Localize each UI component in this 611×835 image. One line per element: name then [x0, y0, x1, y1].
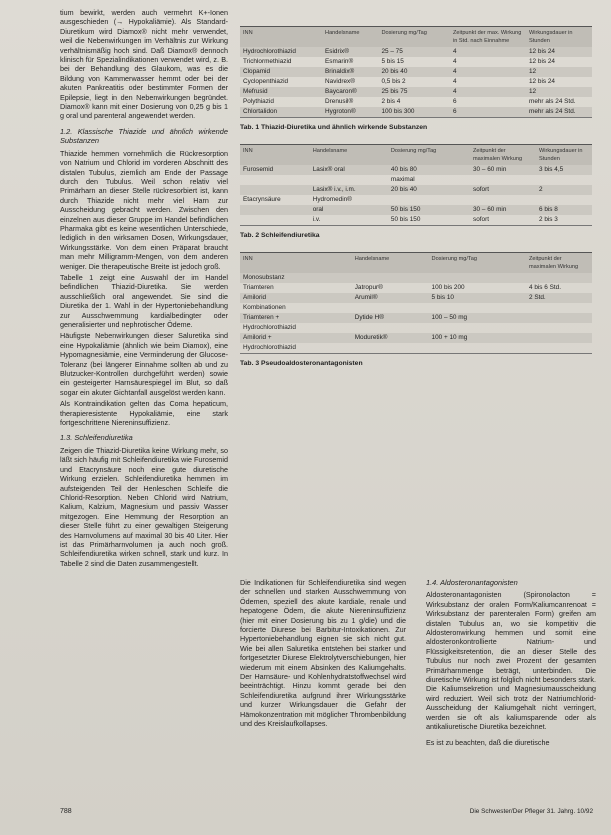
- table-row: [240, 283, 592, 293]
- table-row: [240, 165, 592, 175]
- paragraph: Thiazide hemmen vornehmlich die Rückresorption von Natrium und Chlorid im vorderen Abschnitt des distalen Tubulus, ziemlich am Ende der Passage durch den Tubulus. Weil schon relativ viel Primärharn an dieser Stelle rückresorbiert ist, kann durch Thiazide nicht mehr viel Harn zur Ausscheidung gebracht werden. Zwischen den einzelnen aus dieser Gruppe im Handel befindlichen Pharmaka gibt es keine wesentlichen Unterschiede, lediglich in den wirksamen Dosen, Wirkungsdauer, Wirkungsstärke. Von dem einen Präparat braucht man mehr Milligramm-Mengen, von dem anderen weniger. Die therapeutische Breite ist jedoch groß.: [60, 148, 228, 271]
- table-cell: oral: [312, 206, 324, 213]
- table-cell: [526, 273, 592, 283]
- paragraph: Zeigen die Thiazid-Diuretika keine Wirkung mehr, so läßt sich häufig mit Schleifendiuretika wie Furosemid und Etacrynsäure noch eine gute diuretische Wirkung erzielen. Schleifendiuretika hemmen im aufsteigenden Teil der Henleschen Schleife die Chlorid-Resorption. Neben Chlorid wird Natrium, Kalium, Kalzium, Magnesium und passiv Wasser mitgezogen. Eine Hemmung der Resorption an dieser Stelle führt zu einer gewaltigen Steigerung des Harnvolumens auf maximal 30 bis 40 Liter. Hier ist das Primärharnvolumen ja auch noch groß. Schleifendiuretika wirken schnell, stark und kurz. In Tabelle 2 sind die Daten zusammengestellt.: [60, 445, 228, 568]
- table-row: [240, 57, 592, 67]
- table-header: Handelsname: [354, 256, 390, 262]
- section-heading-thiazide: 1.2. Klassische Thiazide und ähnlich wirkende Substanzen: [60, 126, 228, 146]
- table-cell: Baycaron®: [325, 88, 357, 95]
- table-cell: Esmarin®: [325, 58, 354, 65]
- table-cell: 4 bis 6 Std.: [529, 284, 561, 291]
- table-cell: sofort: [473, 186, 489, 193]
- table-cell: [240, 205, 310, 215]
- table-cell: [429, 343, 526, 354]
- table-cell: 100 + 10 mg: [431, 334, 468, 341]
- table-cell: 2 bis 3: [539, 216, 558, 223]
- table-cell: Hydrochlorothiazid: [243, 344, 296, 351]
- table-cell: [526, 303, 592, 313]
- table-cell: Lasix® i.v., i.m.: [312, 186, 356, 193]
- table-cell: Esidrix®: [325, 48, 349, 55]
- table-cell: Hygroton®: [325, 108, 356, 115]
- table-cell: Triamteren +: [243, 314, 280, 321]
- table-cell: [240, 175, 310, 185]
- table-cell: 5 bis 10: [431, 294, 454, 301]
- table-cell: 12 bis 24: [529, 58, 555, 65]
- table-header: INN: [243, 256, 253, 262]
- page-number: 788: [60, 808, 72, 815]
- table-cell: Furosemid: [243, 166, 274, 173]
- table-cell: mehr als 24 Std.: [529, 98, 576, 105]
- table-cell: 6: [453, 108, 457, 115]
- intro-paragraph: tium bewirkt, werden auch vermehrt K+-Ionen ausgeschieden (→ Hypokaliämie). Als Standard-Diuretikum wird Diamox® nicht mehr verwendet, weil die Nebenwirkungen im Verhältnis zur Wirkung verhältnismäßig hoch sind. Daß Diamox® dennoch klinisch für Spezialindikationen verwendet wird, z. B. bei der Behandlung des Glaukom, was es die Bildung von Kammerwasser hemmt oder bei der akuten Pankreatitis oder bestimmter Formen der Epilepsie, liegt in den Nebenwirkungen begründet. Diamox® kann mit einer Dosierung von 0,25 g bis 1 g oral und parenteral angewendet werden.: [60, 8, 228, 121]
- table-cell: [536, 175, 592, 185]
- table-cell: [429, 323, 526, 333]
- table-3-caption: Tab. 3 Pseudoaldosteronantagonisten: [240, 360, 363, 367]
- paragraph: Häufigste Nebenwirkungen dieser Saluretika sind eine Hypokaliämie (ähnlich wie beim Diamox), eine Hypomagnesiämie, eine Verminderung der Glucose-Toleranz (bei längerer Einnahme sollten ab und zu Blutzucker-Kontrollen durchgeführt werden) sowie ein gesteigerter Harnsäurespiegel im Blut, so daß sogar ein akuter Gichtanfall ausgelöst werden kann.: [60, 331, 228, 397]
- paragraph: Aldosteronantagonisten (Spironolacton = Wirksubstanz der oralen Form/Kaliumcanrenoat = Wirksubstanz der parenteralen Form) greifen am distalen Tubulus an, wo sie kompetitiv die Aldosteronwirkung hemmen und somit eine aldosteronkontrollierte Natrium- und Flüssigkeitsretention, die an dieser Stelle des Tubulus nur noch zwei Prozent der gesamten Primärharnmenge beträgt, unterbinden. Die diuretische Wirkung ist folglich nicht besonders stark. Die Kaliumsekretion und Magnesiumausscheidung wird reduziert. Weil sich trotz der Natriumchlorid-Ausscheidung der Kaliumgehalt nicht verringert, werden sie oft als kaliumsparende oder als antikaliuretische Diuretika bezeichnet.: [426, 590, 596, 732]
- table-cell: Cyclopenthiazid: [243, 78, 289, 85]
- table-row: [240, 323, 592, 333]
- table-row: [240, 215, 592, 226]
- table-cell: 2 Std.: [529, 294, 546, 301]
- table-row: [240, 313, 592, 323]
- table-cell: Amilorid +: [243, 334, 272, 341]
- table-row: [240, 303, 592, 313]
- table-cell: 100 – 50 mg: [431, 314, 468, 321]
- table-cell: 2 bis 4: [381, 98, 401, 105]
- table-2: [240, 144, 592, 226]
- table-cell: 40 bis 80: [390, 166, 417, 173]
- table-cell: 20 bis 40: [381, 68, 408, 75]
- table-cell: [536, 195, 592, 205]
- table-header: INN: [243, 148, 253, 154]
- table-header: Wirkungsdauer in Stunden: [529, 30, 573, 44]
- table-cell: 50 bis 150: [390, 216, 421, 223]
- section-heading-loop-diuretics: 1.3. Schleifendiuretika: [60, 433, 133, 443]
- table-cell: mehr als 24 Std.: [529, 108, 576, 115]
- table-header: Handelsname: [312, 148, 348, 154]
- table-cell: [352, 303, 429, 313]
- table-row: [240, 273, 592, 283]
- table-cell: 4: [453, 68, 457, 75]
- table-cell: Dytide H®: [354, 314, 384, 321]
- table-cell: 100 bis 300: [381, 108, 415, 115]
- table-cell: Lasix® oral: [312, 166, 345, 173]
- table-cell: Mefrusid: [243, 88, 268, 95]
- table-cell: [429, 303, 526, 313]
- table-cell: Chlortalidon: [243, 108, 278, 115]
- table-cell: [352, 273, 429, 283]
- table-cell: sofort: [473, 216, 489, 223]
- table-cell: 2: [539, 186, 543, 193]
- table-row: [240, 67, 592, 77]
- table-cell: 12: [529, 88, 537, 95]
- table-2-caption: Tab. 2 Schleifendiuretika: [240, 232, 320, 239]
- table-header: Dosierung mg/Tag: [381, 30, 427, 36]
- table-row: [240, 107, 592, 118]
- table-cell: [526, 313, 592, 323]
- table-cell: [526, 323, 592, 333]
- table-cell: 4: [453, 48, 457, 55]
- table-cell: Kombinationen: [243, 304, 286, 311]
- table-cell: Hydromedin®: [312, 196, 352, 203]
- table-cell: Moduretik®: [354, 334, 388, 341]
- table-1: [240, 26, 592, 118]
- table-header: INN: [243, 30, 253, 36]
- table-row: [240, 185, 592, 195]
- left-text-column: [60, 8, 228, 798]
- table-cell: 100 bis 200: [431, 284, 465, 291]
- table-row: [240, 293, 592, 303]
- table-cell: Hydrochlorothiazid: [243, 324, 296, 331]
- table-cell: Navidrex®: [325, 78, 355, 85]
- right-text-column: [426, 578, 596, 749]
- table-cell: Etacrynsäure: [243, 196, 281, 203]
- table-cell: [352, 343, 429, 354]
- table-header: Dosierung mg/Tag: [390, 148, 437, 154]
- table-cell: 20 bis 40: [390, 186, 417, 193]
- table-row: [240, 205, 592, 215]
- table-cell: i.v.: [312, 216, 321, 223]
- table-header: Handelsname: [325, 30, 360, 36]
- table-row: [240, 87, 592, 97]
- paragraph: Es ist zu beachten, daß die diuretische: [426, 737, 550, 747]
- table-cell: 25 – 75: [381, 48, 403, 55]
- table-cell: Monosubstanz: [243, 274, 285, 281]
- table-3: [240, 252, 592, 354]
- section-heading-aldosterone: 1.4. Aldosteronantagonisten: [426, 578, 518, 587]
- table-cell: [388, 195, 470, 205]
- paragraph: Tabelle 1 zeigt eine Auswahl der im Handel befindlichen Thiazid-Diuretika. Sie werden ausschließlich oral angewendet. Sie sind die Diuretika der 1. Wahl in der Hypertoniebehandlung zur Ausschwemmung kardialbedingter oder generalisierter und nephrotischer Ödeme.: [60, 272, 228, 329]
- table-cell: Arumil®: [354, 294, 378, 301]
- table-cell: [429, 273, 526, 283]
- table-cell: 5 bis 15: [381, 58, 404, 65]
- table-cell: Hydrochlorothiazid: [243, 48, 296, 55]
- table-cell: [526, 343, 592, 354]
- table-1-caption: Tab. 1 Thiazid-Diuretika und ähnlich wirkende Substanzen: [240, 124, 428, 131]
- table-cell: Amilorid: [243, 294, 267, 301]
- table-cell: [240, 185, 310, 195]
- table-cell: [470, 175, 536, 185]
- table-cell: [470, 195, 536, 205]
- table-cell: 3 bis 4,5: [539, 166, 564, 173]
- table-row: [240, 77, 592, 87]
- table-cell: [310, 175, 388, 185]
- paragraph: Als Kontraindikation gelten das Coma hepaticum, therapieresistente Hypokaliämie, eine stark fortgeschrittene Niereninsuffizienz.: [60, 399, 228, 428]
- table-cell: Jatropur®: [354, 284, 383, 291]
- tables-area: [240, 26, 592, 380]
- table-cell: 50 bis 150: [390, 206, 421, 213]
- table-cell: Polythiazid: [243, 98, 274, 105]
- table-row: [240, 97, 592, 107]
- table-cell: 6: [453, 98, 457, 105]
- table-cell: maximal: [390, 176, 415, 183]
- table-cell: 12 bis 24: [529, 78, 555, 85]
- table-cell: Brinaldix®: [325, 68, 355, 75]
- table-row: [240, 47, 592, 57]
- table-header: Zeitpunkt der max. Wirkung in Std. nach Einnahme: [453, 30, 522, 44]
- table-row: [240, 343, 592, 354]
- table-cell: Triamteren: [243, 284, 274, 291]
- table-cell: 4: [453, 58, 457, 65]
- table-cell: 4: [453, 88, 457, 95]
- table-cell: [352, 323, 429, 333]
- table-row: [240, 195, 592, 205]
- table-cell: 30 – 60 min: [473, 206, 507, 213]
- table-header: Dosierung mg/Tag: [431, 256, 477, 262]
- table-cell: 30 – 60 min: [473, 166, 507, 173]
- table-cell: 12: [529, 68, 537, 75]
- table-row: [240, 333, 592, 343]
- table-cell: 25 bis 75: [381, 88, 408, 95]
- table-header: Zeitpunkt der maximalen Wirkung: [529, 256, 579, 270]
- middle-text-column: [240, 578, 406, 731]
- table-header: Wirkungsdauer in Stunden: [539, 148, 583, 162]
- table-cell: 4: [453, 78, 457, 85]
- table-cell: Trichlormethiazid: [243, 58, 292, 65]
- table-cell: Drenusil®: [325, 98, 354, 105]
- table-cell: 6 bis 8: [539, 206, 558, 213]
- table-cell: 0,5 bis 2: [381, 78, 406, 85]
- table-header: Zeitpunkt der maximalen Wirkung: [473, 148, 523, 162]
- paragraph: Die Indikationen für Schleifendiuretika sind wegen der schnellen und starken Ausschwemmung von Ödemen, speziell des akute kardiale, renale und hepatogene Ödem, die akute Niereninsuffizienz (hier mit einer Dosierung bis zu 1 g/die) und die forcierte Diurese bei Barbitur-Intoxikationen. Zur Hypertoniebehandlung eignen sie sich nicht gut. Wie bei allen Saluretika entstehen bei starker und fortgesetzter Diurese Elektrolytverschiebungen, hier wiederum mit einem Absinken des Kaliumgehalts. Der Harnsäure- und Kohlenhydratstoffwechsel wird beeinträchtigt. Hinzu kommt gerade bei den Schleifendiuretika aufgrund ihrer Wirkungsstärke und kurzer Wirkungsdauer die Gefahr der Hämokonzentration mit möglicher Thrombenbildung und des Kreislaufkollapses.: [240, 578, 406, 729]
- table-cell: [526, 333, 592, 343]
- table-cell: 12 bis 24: [529, 48, 555, 55]
- table-cell: [240, 215, 310, 226]
- journal-footer: Die Schwester/Der Pfleger 31. Jahrg. 10/92: [469, 808, 593, 815]
- table-cell: Clopamid: [243, 68, 270, 75]
- table-row: [240, 175, 592, 185]
